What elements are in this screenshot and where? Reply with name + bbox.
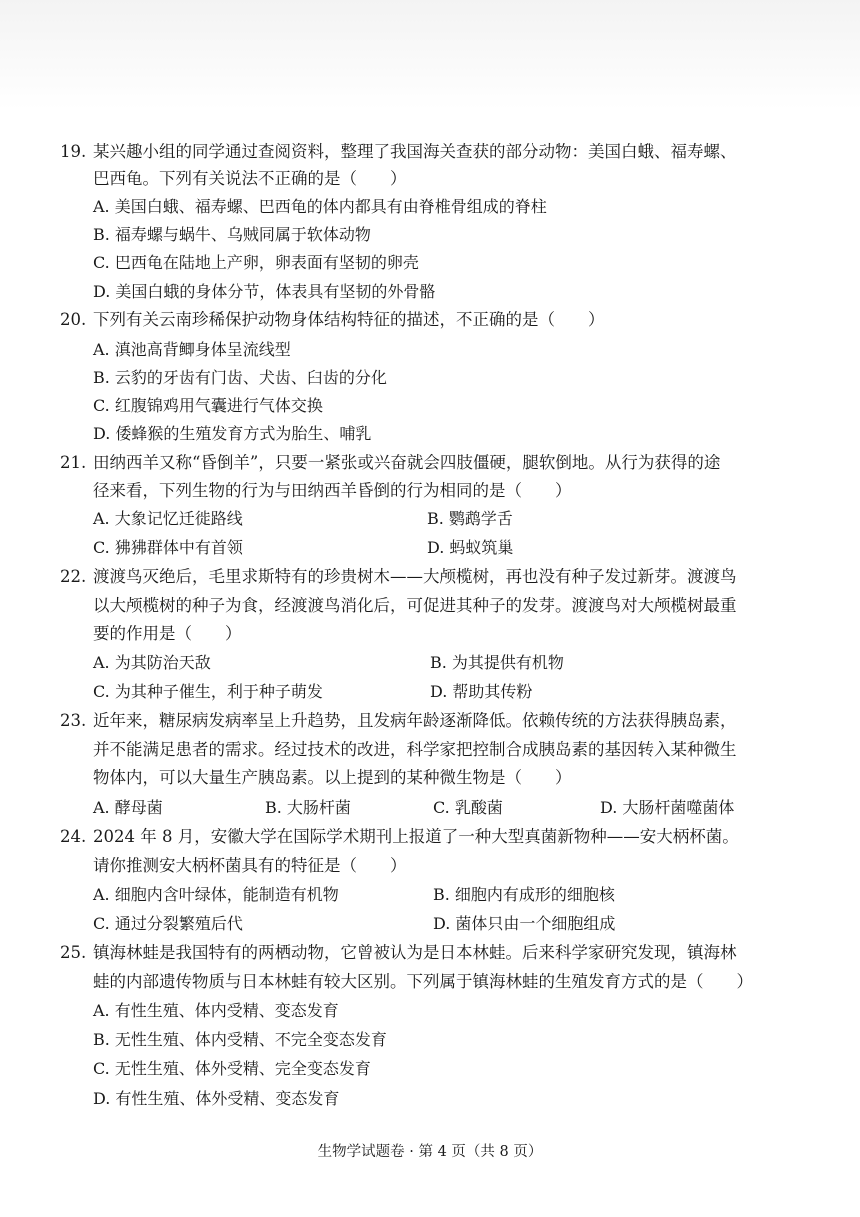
question-stem: 镇海林蛙是我国特有的两栖动物，它曾被认为是日本林蛙。后来科学家研究发现，镇海林	[93, 943, 737, 962]
option-d: D. 倭蜂猴的生殖发育方式为胎生、哺乳	[93, 424, 372, 443]
question-number: 21.	[60, 453, 87, 472]
option-a: A. 美国白蛾、福寿螺、巴西龟的体内都具有由脊椎骨组成的脊柱	[93, 197, 547, 216]
question-number: 22.	[60, 567, 87, 586]
option-d: D. 帮助其传粉	[430, 682, 533, 701]
question-stem: 渡渡鸟灭绝后，毛里求斯特有的珍贵树木——大颅榄树，再也没有种子发过新芽。渡渡鸟	[93, 567, 737, 586]
option-d: D. 蚂蚁筑巢	[427, 538, 514, 557]
question-stem: 某兴趣小组的同学通过查阅资料，整理了我国海关查获的部分动物：美国白蛾、福寿螺、	[93, 142, 737, 161]
option-b: B. 为其提供有机物	[430, 653, 564, 672]
option-d: D. 有性生殖、体外受精、变态发育	[93, 1089, 340, 1108]
question-number: 25.	[60, 943, 87, 962]
question-number: 23.	[60, 711, 87, 730]
option-c: C. 乳酸菌	[433, 798, 503, 817]
option-b: B. 大肠杆菌	[265, 798, 351, 817]
option-c: C. 通过分裂繁殖后代	[93, 914, 243, 933]
question-stem: 物体内，可以大量生产胰岛素。以上提到的某种微生物是（ ）	[93, 768, 572, 787]
option-b: B. 无性生殖、体内受精、不完全变态发育	[93, 1030, 387, 1049]
question-number: 19.	[60, 142, 87, 161]
question-stem: 田纳西羊又称“昏倒羊”，只要一紧张或兴奋就会四肢僵硬，腿软倒地。从行为获得的途	[93, 453, 721, 472]
question-stem: 径来看，下列生物的行为与田纳西羊昏倒的行为相同的是（ ）	[93, 481, 572, 500]
page-footer: 生物学试题卷 · 第 4 页（共 8 页）	[317, 1144, 543, 1160]
question-stem: 以大颅榄树的种子为食，经渡渡鸟消化后，可促进其种子的发芽。渡渡鸟对大颅榄树最重	[93, 596, 737, 615]
option-b: B. 云豹的牙齿有门齿、犬齿、臼齿的分化	[93, 368, 387, 387]
option-c: C. 红腹锦鸡用气囊进行气体交换	[93, 396, 323, 415]
option-c: C. 巴西龟在陆地上产卵，卵表面有坚韧的卵壳	[93, 253, 419, 272]
option-b: B. 鹦鹉学舌	[427, 509, 513, 528]
option-a: A. 为其防治天敌	[93, 653, 211, 672]
question-stem: 要的作用是（ ）	[93, 624, 242, 643]
option-d: D. 大肠杆菌噬菌体	[600, 798, 735, 817]
option-a: A. 细胞内含叶绿体，能制造有机物	[93, 885, 339, 904]
option-d: D. 美国白蛾的身体分节，体表具有坚韧的外骨骼	[93, 282, 436, 301]
option-a: A. 滇池高背鲫身体呈流线型	[93, 340, 291, 359]
option-c: C. 为其种子催生，利于种子萌发	[93, 682, 323, 701]
option-a: A. 大象记忆迁徙路线	[93, 509, 243, 528]
question-stem: 请你推测安大柄杯菌具有的特征是（ ）	[93, 856, 407, 875]
option-b: B. 细胞内有成形的细胞核	[433, 885, 615, 904]
question-stem: 并不能满足患者的需求。经过技术的改进，科学家把控制合成胰岛素的基因转入某种微生	[93, 740, 737, 759]
question-stem: 蛙的内部遗传物质与日本林蛙有较大区别。下列属于镇海林蛙的生殖发育方式的是（ ）	[93, 972, 753, 991]
question-number: 20.	[60, 310, 87, 329]
question-stem: 下列有关云南珍稀保护动物身体结构特征的描述，不正确的是（ ）	[93, 310, 605, 329]
question-stem: 2024 年 8 月，安徽大学在国际学术期刊上报道了一种大型真菌新物种——安大柄杯菌。	[93, 827, 739, 846]
question-number: 24.	[60, 827, 87, 846]
option-d: D. 菌体只由一个细胞组成	[433, 914, 616, 933]
option-a: A. 有性生殖、体内受精、变态发育	[93, 1001, 339, 1020]
option-c: C. 狒狒群体中有首领	[93, 538, 243, 557]
question-stem: 巴西龟。下列有关说法不正确的是（ ）	[93, 169, 407, 188]
question-stem: 近年来，糖尿病发病率呈上升趋势，且发病年龄逐渐降低。依赖传统的方法获得胰岛素，	[93, 711, 737, 730]
option-c: C. 无性生殖、体外受精、完全变态发育	[93, 1059, 371, 1078]
option-b: B. 福寿螺与蜗牛、乌贼同属于软体动物	[93, 225, 371, 244]
option-a: A. 酵母菌	[93, 798, 163, 817]
